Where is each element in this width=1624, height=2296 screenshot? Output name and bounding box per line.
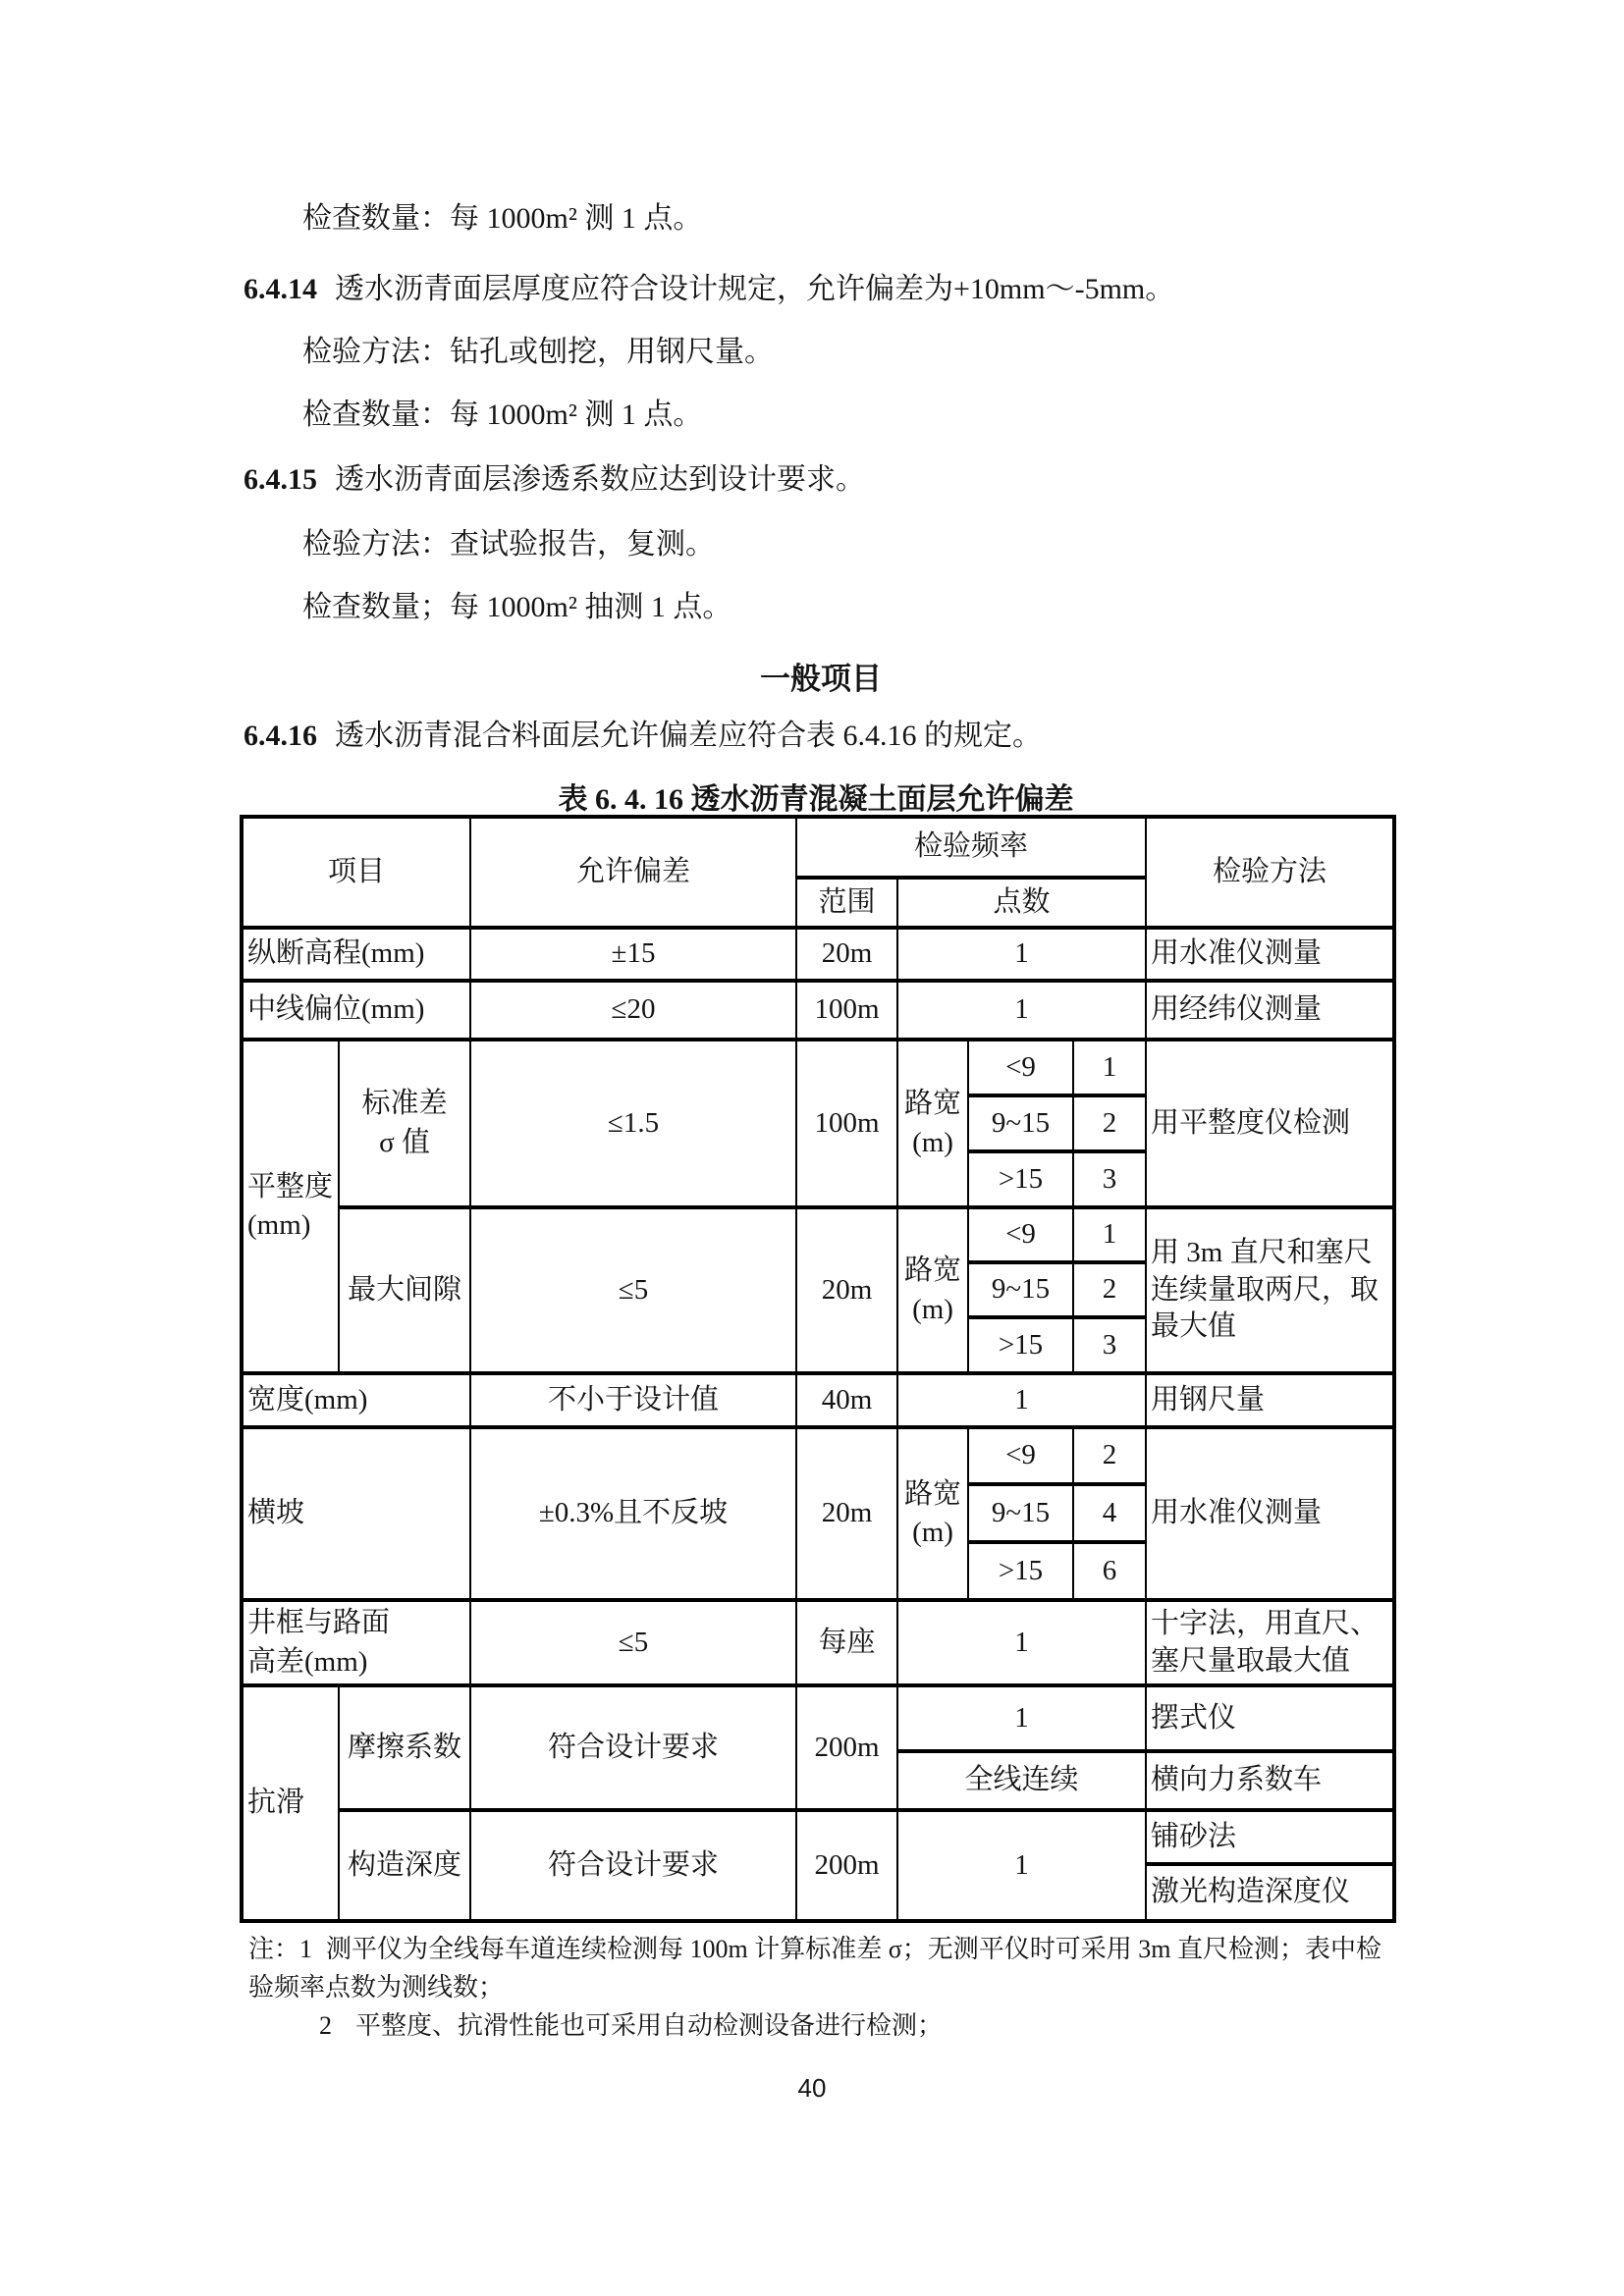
cell-method: 用水准仪测量 [1146, 1427, 1394, 1600]
table-row [242, 928, 1394, 981]
cell-method: 用 3m 直尺和塞尺连续量取两尺，取最大值 [1146, 1207, 1394, 1373]
cell-range: 200m [796, 1685, 897, 1810]
note-2 [248, 2006, 1395, 2045]
header-item: 项目 [242, 817, 470, 928]
table-row [242, 1373, 1394, 1427]
cell-points: 1 [1073, 1040, 1146, 1095]
road-width-unit: (m) [912, 1293, 953, 1325]
cell-points: 1 [897, 1685, 1146, 1751]
header-points: 点数 [897, 878, 1146, 928]
cell-item-maxgap: 最大间隙 [339, 1207, 470, 1373]
header-frequency: 检验频率 [796, 817, 1146, 878]
cell-points: 1 [897, 1600, 1146, 1685]
note-text: 测平仪为全线每车道连续检测每 100m 计算标准差 σ；无测平仪时可采用 3m 直尺检测；表中检验频率点数为测线数； [248, 1935, 1381, 2002]
cell-item-stddev [339, 1040, 470, 1207]
page-number: 40 [797, 2073, 827, 2103]
cell-item-friction: 摩擦系数 [339, 1685, 470, 1810]
cell-item-elevation: 纵断高程(mm) [242, 928, 470, 981]
cell-range: 20m [796, 928, 897, 981]
group-label: 平整度 [247, 1170, 334, 1202]
cell-method: 摆式仪 [1146, 1685, 1394, 1751]
cell-item-crossslope: 横坡 [242, 1427, 470, 1600]
cell-group-skid-resistance: 抗滑 [242, 1685, 339, 1921]
cell-width-band: 9~15 [968, 1095, 1073, 1151]
cell-tolerance: ±0.3%且不反坡 [470, 1427, 796, 1600]
table-row [242, 1427, 1394, 1484]
clause-text: 透水沥青混合料面层允许偏差应符合表 6.4.16 的规定。 [335, 720, 1042, 752]
paragraph-check-quantity: 检查数量；每 1000m² 抽测 1 点。 [302, 591, 732, 623]
cell-width-band: <9 [968, 1427, 1073, 1484]
header-range: 范围 [796, 878, 897, 928]
cell-method: 铺砂法 [1146, 1810, 1394, 1864]
road-width-unit: (m) [912, 1517, 953, 1548]
cell-points: 2 [1073, 1427, 1146, 1484]
cell-road-width [897, 1427, 968, 1600]
cell-tolerance: ≤20 [470, 981, 796, 1040]
cell-road-width [897, 1040, 968, 1207]
cell-tolerance: ≤5 [470, 1207, 796, 1373]
cell-points: 全线连续 [897, 1751, 1146, 1810]
clause-6-4-16 [244, 717, 1398, 755]
cell-width-band: <9 [968, 1207, 1073, 1262]
cell-range: 40m [796, 1373, 897, 1427]
cell-width-band: 9~15 [968, 1484, 1073, 1542]
note-1 [248, 1930, 1395, 2006]
clause-text: 透水沥青面层厚度应符合设计规定，允许偏差为+10mm～-5mm。 [335, 273, 1175, 305]
clause-number: 6.4.15 [244, 463, 317, 496]
cell-points: 4 [1073, 1484, 1146, 1542]
cell-item-centerline: 中线偏位(mm) [242, 981, 470, 1040]
cell-group-flatness [242, 1040, 339, 1373]
road-width-unit: (m) [912, 1126, 953, 1158]
paragraph-check-quantity: 检查数量：每 1000m² 测 1 点。 [302, 399, 703, 431]
paragraph-check-quantity: 检查数量：每 1000m² 测 1 点。 [302, 202, 703, 235]
road-width-label: 路宽 [904, 1255, 962, 1287]
cell-tolerance: ±15 [470, 928, 796, 981]
cell-range: 每座 [796, 1600, 897, 1685]
tolerance-table [240, 815, 1396, 1923]
cell-width-band: >15 [968, 1542, 1073, 1600]
road-width-label: 路宽 [904, 1477, 962, 1510]
cell-range: 20m [796, 1207, 897, 1373]
paragraph-check-method: 检验方法：查试验报告，复测。 [302, 528, 715, 561]
header-tolerance: 允许偏差 [470, 817, 796, 928]
cell-points: 1 [1073, 1207, 1146, 1262]
cell-method: 用经纬仪测量 [1146, 981, 1394, 1040]
cell-points: 6 [1073, 1542, 1146, 1600]
clause-number: 6.4.16 [244, 720, 317, 752]
cell-item-well-frame [242, 1600, 470, 1685]
cell-points: 1 [897, 981, 1146, 1040]
table-row [242, 981, 1394, 1040]
cell-item-width: 宽度(mm) [242, 1373, 470, 1427]
cell-width-band: 9~15 [968, 1262, 1073, 1317]
cell-points: 3 [1073, 1151, 1146, 1207]
cell-road-width [897, 1207, 968, 1373]
cell-points: 2 [1073, 1095, 1146, 1151]
cell-points: 2 [1073, 1262, 1146, 1317]
note-text: 平整度、抗滑性能也可采用自动检测设备进行检测； [355, 2011, 944, 2040]
item-label: 标准差 [361, 1088, 448, 1120]
header-method: 检验方法 [1146, 817, 1394, 928]
table-title: 表 6. 4. 16 透水沥青混凝土面层允许偏差 [558, 783, 1074, 816]
cell-item-texture-depth: 构造深度 [339, 1810, 470, 1921]
table-row [242, 1810, 1394, 1864]
cell-tolerance: 不小于设计值 [470, 1373, 796, 1427]
cell-tolerance: 符合设计要求 [470, 1685, 796, 1810]
cell-method: 用平整度仪检测 [1146, 1040, 1394, 1207]
cell-range: 200m [796, 1810, 897, 1921]
item-label: 井框与路面 [247, 1607, 391, 1639]
road-width-label: 路宽 [904, 1088, 962, 1120]
table-row [242, 1207, 1394, 1262]
clause-6-4-14 [244, 270, 1398, 308]
item-label: σ 值 [379, 1126, 430, 1158]
table-header-row [242, 817, 1394, 878]
clause-number: 6.4.14 [244, 273, 317, 305]
cell-range: 20m [796, 1427, 897, 1600]
cell-range: 100m [796, 981, 897, 1040]
cell-points: 3 [1073, 1317, 1146, 1373]
table-notes [248, 1930, 1395, 2045]
cell-width-band: <9 [968, 1040, 1073, 1095]
table-row [242, 1040, 1394, 1095]
cell-method: 激光构造深度仪 [1146, 1864, 1394, 1921]
cell-points: 1 [897, 928, 1146, 981]
cell-method: 用钢尺量 [1146, 1373, 1394, 1427]
cell-points: 1 [897, 1373, 1146, 1427]
table-row [242, 1685, 1394, 1751]
cell-tolerance: ≤5 [470, 1600, 796, 1685]
paragraph-check-method: 检验方法：钻孔或刨挖，用钢尺量。 [302, 336, 774, 368]
cell-points: 1 [897, 1810, 1146, 1921]
section-heading-general-items: 一般项目 [760, 662, 882, 696]
cell-range: 100m [796, 1040, 897, 1207]
cell-width-band: >15 [968, 1151, 1073, 1207]
clause-text: 透水沥青面层渗透系数应达到设计要求。 [335, 463, 865, 496]
item-label: 高差(mm) [247, 1645, 368, 1678]
group-label-unit: (mm) [247, 1209, 311, 1241]
cell-method: 横向力系数车 [1146, 1751, 1394, 1810]
cell-tolerance: 符合设计要求 [470, 1810, 796, 1921]
note-number: 2 [319, 2011, 332, 2040]
cell-tolerance: ≤1.5 [470, 1040, 796, 1207]
clause-6-4-15 [244, 460, 1398, 499]
note-label: 注：1 [248, 1935, 313, 1963]
table-row [242, 1600, 1394, 1685]
cell-width-band: >15 [968, 1317, 1073, 1373]
cell-method: 十字法，用直尺、塞尺量取最大值 [1146, 1600, 1394, 1685]
cell-method: 用水准仪测量 [1146, 928, 1394, 981]
